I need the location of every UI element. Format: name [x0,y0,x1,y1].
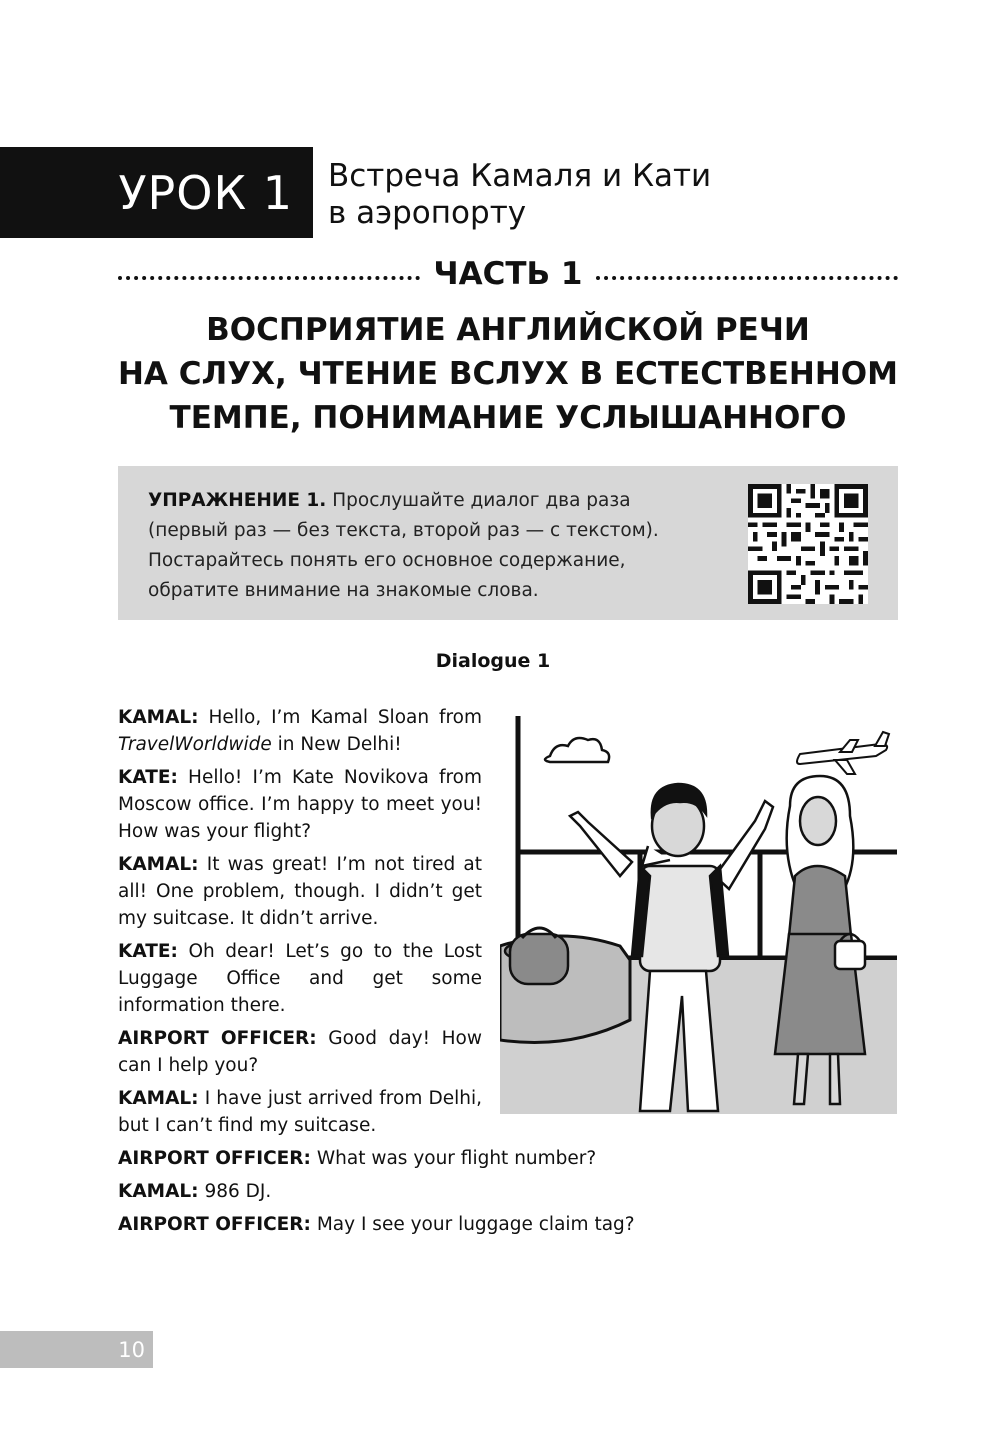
exercise-box [118,466,898,620]
line-text: 986 DJ. [204,1181,272,1202]
dialogue-line [118,1211,718,1238]
line-text: Good day! How can I help you? [118,1028,482,1076]
line-text: What was your flight number? [316,1148,597,1169]
line-text: May I see your luggage claim tag? [316,1214,635,1235]
cloud-icon [545,738,609,762]
line-text: Hello, I’m Kamal Sloan from [208,707,482,728]
dialogue-line [118,1178,718,1205]
lesson-badge [0,147,313,238]
section-heading-line1: ВОСПРИЯТИЕ АНГЛИЙСКОЙ РЕЧИ [206,312,810,348]
dialogue-line [118,704,482,758]
lesson-label: УРОК 1 [118,165,293,220]
line-text: Oh dear! Let’s go to the Lost Luggage Office and get some information there. [118,941,482,1016]
page-number: 10 [0,1331,153,1368]
dialogue-line [118,851,482,932]
speaker-label: KAMAL: [118,1181,199,1202]
dialogue-line [118,1025,482,1079]
speaker-label: AIRPORT OFFICER: [118,1214,311,1235]
line-text: I have just arrived from Delhi, but I can’t find my suitcase. [118,1088,482,1136]
dialogue-line [118,764,482,845]
section-heading-line3: ТЕМПЕ, ПОНИМАНИЕ УСЛЫШАННОГО [169,400,847,436]
speaker-label: KATE: [118,941,178,962]
lesson-title [328,158,711,232]
exercise-label: УПРАЖНЕНИЕ 1. [148,490,327,511]
line-text: Hello! I’m Kate Novikova from Moscow office. I’m happy to meet you! How was your flight? [118,767,483,842]
dialogue-line [118,938,482,1019]
speaker-label: AIRPORT OFFICER: [118,1028,317,1049]
dialogue-line [118,1145,718,1172]
speaker-label: KAMAL: [118,1088,199,1109]
exercise-text [148,486,708,606]
exercise-instructions: Прослушайте диалог два раза (первый раз — без текста, второй раз — с текстом). Постарайтесь понять его основное содержание, обратите внимание на знакомые слова. [148,490,659,601]
dotted-rule-right [596,276,898,280]
lesson-title-line2: в аэропорту [328,195,527,231]
woman-character [775,776,865,1104]
speaker-label: AIRPORT OFFICER: [118,1148,311,1169]
speaker-label: KAMAL: [118,707,199,728]
section-heading-line2: НА СЛУХ, ЧТЕНИЕ ВСЛУХ В ЕСТЕСТВЕННОМ [117,356,898,392]
line-text: It was great! I’m not tired at all! One problem, though. I didn’t get my suitcase. It didn’t arrive. [118,854,482,929]
luggage-carousel [500,928,630,1043]
dialogue-title: Dialogue 1 [435,650,551,672]
part-divider [118,254,898,294]
dialogue-line [118,1085,482,1139]
speaker-label: KAMAL: [118,854,199,875]
dotted-rule-left [118,276,420,280]
section-heading [100,308,916,440]
airport-illustration [500,716,897,1114]
lesson-title-line1: Встреча Камаля и Кати [328,158,712,194]
line-text: in New Delhi! [271,734,402,755]
company-name: TravelWorldwide [118,734,272,755]
speaker-label: KATE: [118,767,178,788]
airplane-icon [797,732,889,774]
qr-code-icon[interactable] [748,484,868,604]
part-label: ЧАСТЬ 1 [433,256,583,292]
